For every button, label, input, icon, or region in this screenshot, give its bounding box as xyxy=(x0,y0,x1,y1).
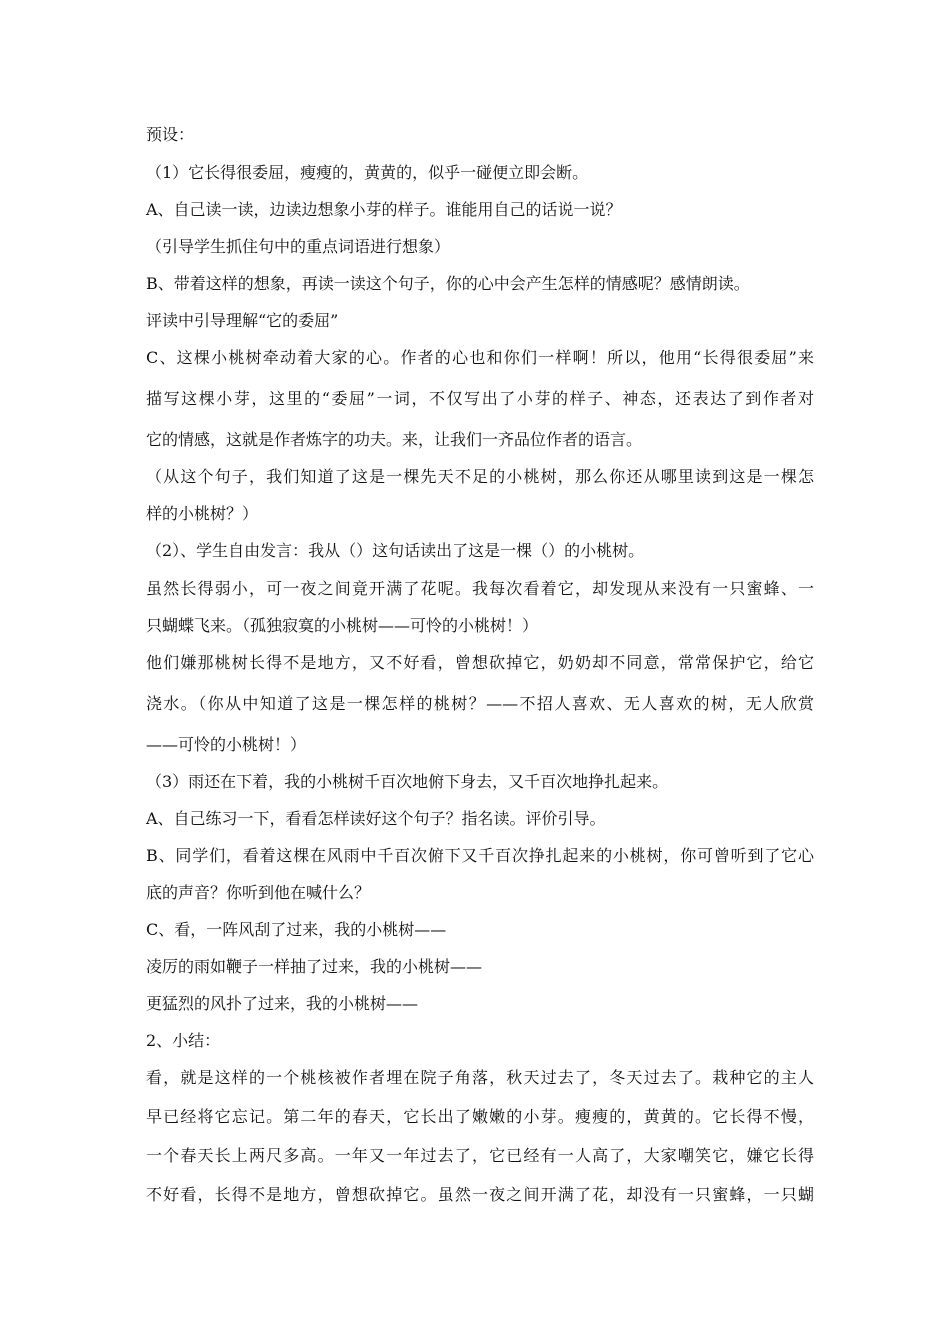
paragraph-line: （3）雨还在下着，我的小桃树千百次地俯下身去，又千百次地挣扎起来。 xyxy=(146,772,669,791)
paragraph-line: A、自己练习一下，看看怎样读好这个句子？指名读。评价引导。 xyxy=(146,809,606,828)
paragraph-line: 评读中引导理解“它的委屈” xyxy=(146,311,339,330)
paragraph-line: ——可怜的小桃树！） xyxy=(146,735,307,754)
paragraph-line: （1）它长得很委屈，瘦瘦的，黄黄的，似乎一碰便立即会断。 xyxy=(146,163,589,182)
paragraph-line: 凌厉的雨如鞭子一样抽了过来，我的小桃树—— xyxy=(146,957,483,976)
paragraph-line: 他们嫌那桃树长得不是地方，又不好看，曾想砍掉它，奶奶却不同意，常常保护它，给它 xyxy=(146,653,814,672)
paragraph-line: 更猛烈的风扑了过来，我的小桃树—— xyxy=(146,994,419,1013)
preset-heading: 预设： xyxy=(146,125,195,144)
paragraph-line: 浇水。（你从中知道了这是一棵怎样的桃树？——不招人喜欢、无人喜欢的树，无人欣赏 xyxy=(146,694,814,713)
paragraph-line: （引导学生抓住句中的重点词语进行想象） xyxy=(146,237,451,256)
paragraph-line: 看，就是这样的一个桃核被作者埋在院子角落，秋天过去了，冬天过去了。栽种它的主人 xyxy=(146,1068,814,1087)
paragraph-line: 它的情感，这就是作者炼字的功夫。来，让我们一齐品位作者的语言。 xyxy=(146,430,643,449)
paragraph-line: 一个春天长上两尺多高。一年又一年过去了，它已经有一人高了，大家嘲笑它，嫌它长得 xyxy=(146,1146,814,1165)
paragraph-line: B、带着这样的想象，再读一读这个句子，你的心中会产生怎样的情感呢？感情朗读。 xyxy=(146,274,750,293)
paragraph-line: A、自己读一读，边读边想象小芽的样子。谁能用自己的话说一说？ xyxy=(146,200,622,219)
paragraph-line: 样的小桃树？） xyxy=(146,504,259,523)
paragraph-line: （从这个句子，我们知道了这是一棵先天不足的小桃树，那么你还从哪里读到这是一棵怎 xyxy=(146,467,814,486)
paragraph-line: （2）、学生自由发言：我从（）这句话读出了这是一棵（）的小桃树。 xyxy=(146,541,645,560)
paragraph-line: B、同学们，看着这棵在风雨中千百次俯下又千百次挣扎起来的小桃树，你可曾听到了它心 xyxy=(146,846,814,865)
paragraph-line: C、这棵小桃树牵动着大家的心。作者的心也和你们一样啊！所以，他用“长得很委屈”来 xyxy=(146,348,814,367)
paragraph-line: 只蝴蝶飞来。（孤独寂寞的小桃树——可怜的小桃树！） xyxy=(146,616,539,635)
paragraph-line: C、看，一阵风刮了过来，我的小桃树—— xyxy=(146,920,447,939)
paragraph-line: 早已经将它忘记。第二年的春天，它长出了嫩嫩的小芽。瘦瘦的，黄黄的。它长得不慢， xyxy=(146,1107,814,1126)
paragraph-line: 描写这棵小芽，这里的“委屈”一词，不仅写出了小芽的样子、神态，还表达了到作者对 xyxy=(146,389,814,408)
paragraph-line: 不好看，长得不是地方，曾想砍掉它。虽然一夜之间开满了花，却没有一只蜜蜂，一只蝴 xyxy=(146,1185,814,1204)
paragraph-line: 虽然长得弱小，可一夜之间竟开满了花呢。我每次看着它，却发现从来没有一只蜜蜂、一 xyxy=(146,579,814,598)
paragraph-line: 底的声音？你听到他在喊什么？ xyxy=(146,883,371,902)
summary-heading: 2、小结： xyxy=(146,1031,221,1050)
